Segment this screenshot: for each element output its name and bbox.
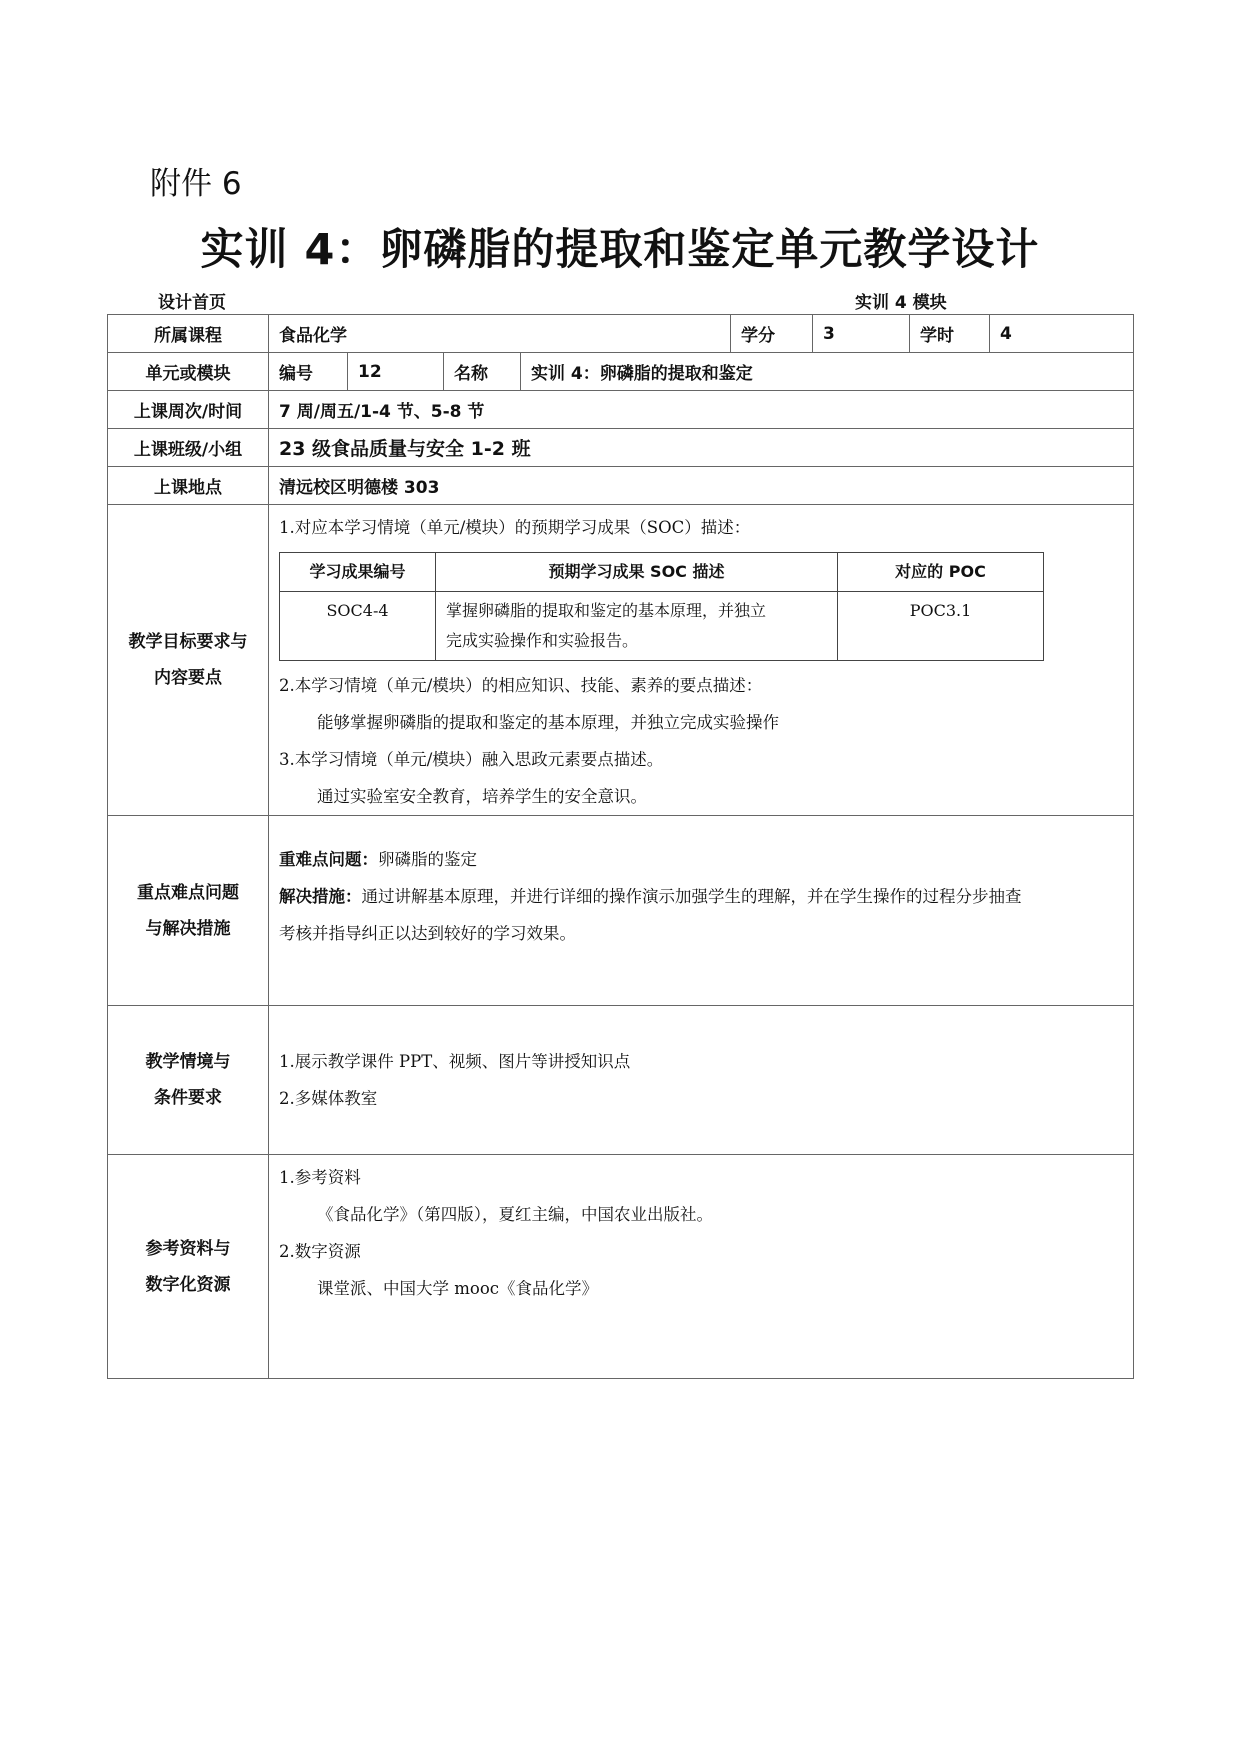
- conditions-label-line1: 教学情境与: [145, 1052, 231, 1072]
- references-content: [269, 1155, 1134, 1379]
- place-value: 清远校区明德楼 303: [269, 467, 1134, 505]
- course-label: 所属课程: [108, 315, 269, 353]
- conditions-label: [108, 1006, 269, 1155]
- conditions-content: [269, 1006, 1134, 1155]
- class-label: 上课班级/小组: [108, 429, 269, 467]
- soc-table-header: [280, 553, 1044, 592]
- soc-header-poc: 对应的 POC: [838, 553, 1044, 592]
- place-label: 上课地点: [108, 467, 269, 505]
- soc-poc: POC3.1: [838, 592, 1044, 661]
- page-title: 实训 4：卵磷脂的提取和鉴定单元教学设计: [200, 225, 1040, 275]
- goals-item1: 1.对应本学习情境（单元/模块）的预期学习成果（SOC）描述：: [279, 518, 751, 537]
- row-references: [108, 1155, 1134, 1379]
- conditions-item2: 2.多媒体教室: [279, 1089, 378, 1108]
- soc-desc: [436, 592, 838, 661]
- solution-text-line2: 考核并指导纠正以达到较好的学习效果。: [279, 924, 576, 943]
- references-item2: 2.数字资源: [279, 1242, 361, 1261]
- unit-number-label: 编号: [269, 353, 348, 391]
- row-key-points: [108, 816, 1134, 1006]
- class-value: 23 级食品质量与安全 1-2 班: [269, 429, 1134, 467]
- row-unit: [108, 353, 1134, 391]
- soc-table: [279, 552, 1044, 661]
- design-table: [107, 314, 1134, 1379]
- references-item2-detail: 课堂派、中国大学 mooc《食品化学》: [317, 1279, 598, 1298]
- time-value: 7 周/周五/1-4 节、5-8 节: [269, 391, 1134, 429]
- appendix-label: 附件 6: [150, 166, 242, 202]
- goals-label-line1: 教学目标要求与: [128, 632, 248, 652]
- unit-name-label: 名称: [444, 353, 521, 391]
- references-item1: 1.参考资料: [279, 1168, 361, 1187]
- row-course: [108, 315, 1134, 353]
- row-conditions: [108, 1006, 1134, 1155]
- module-label: 实训 4 模块: [855, 293, 947, 313]
- row-place: [108, 467, 1134, 505]
- key-points-content: [269, 816, 1134, 1006]
- goals-item3: 3.本学习情境（单元/模块）融入思政元素要点描述。: [279, 750, 664, 769]
- soc-desc-line2: 完成实验操作和实验报告。: [446, 631, 639, 650]
- row-goals: [108, 505, 1134, 816]
- design-homepage-label: 设计首页: [158, 293, 226, 313]
- key-points-label: [108, 816, 269, 1006]
- time-label: 上课周次/时间: [108, 391, 269, 429]
- goals-item2-detail: 能够掌握卵磷脂的提取和鉴定的基本原理，并独立完成实验操作: [317, 713, 779, 732]
- soc-header-desc: 预期学习成果 SOC 描述: [436, 553, 838, 592]
- goals-label: [108, 505, 269, 816]
- unit-number-value: 12: [348, 353, 444, 391]
- soc-header-code: 学习成果编号: [280, 553, 436, 592]
- goals-label-line2: 内容要点: [154, 668, 222, 688]
- goals-item3-detail: 通过实验室安全教育，培养学生的安全意识。: [317, 787, 647, 806]
- credit-value: 3: [813, 315, 910, 353]
- conditions-item1: 1.展示教学课件 PPT、视频、图片等讲授知识点: [279, 1052, 631, 1071]
- soc-desc-line1: 掌握卵磷脂的提取和鉴定的基本原理，并独立: [446, 601, 767, 620]
- key-points-label-line1: 重点难点问题: [137, 882, 239, 903]
- references-label-line1: 参考资料与: [145, 1238, 231, 1259]
- hours-value: 4: [990, 315, 1134, 353]
- solution-text-line1: 通过讲解基本原理，并进行详细的操作演示加强学生的理解，并在学生操作的过程分步抽查: [361, 887, 1022, 906]
- course-value: 食品化学: [269, 315, 731, 353]
- key-points-label-line2: 与解决措施: [145, 918, 231, 939]
- difficulty-label: 重难点问题：: [279, 850, 378, 869]
- references-item1-detail: 《食品化学》（第四版），夏红主编，中国农业出版社。: [317, 1205, 713, 1224]
- soc-code: SOC4-4: [280, 592, 436, 661]
- hours-label: 学时: [910, 315, 990, 353]
- row-class: [108, 429, 1134, 467]
- unit-name-value: 实训 4：卵磷脂的提取和鉴定: [521, 353, 1134, 391]
- goals-content: [269, 505, 1134, 816]
- row-time: [108, 391, 1134, 429]
- references-label: [108, 1155, 269, 1379]
- conditions-label-line2: 条件要求: [154, 1088, 222, 1108]
- unit-label: 单元或模块: [108, 353, 269, 391]
- credit-label: 学分: [731, 315, 813, 353]
- references-label-line2: 数字化资源: [145, 1274, 231, 1295]
- soc-table-row: [280, 592, 1044, 661]
- difficulty-text: 卵磷脂的鉴定: [378, 850, 477, 869]
- solution-label: 解决措施：: [279, 887, 362, 906]
- goals-item2: 2.本学习情境（单元/模块）的相应知识、技能、素养的要点描述：: [279, 676, 763, 695]
